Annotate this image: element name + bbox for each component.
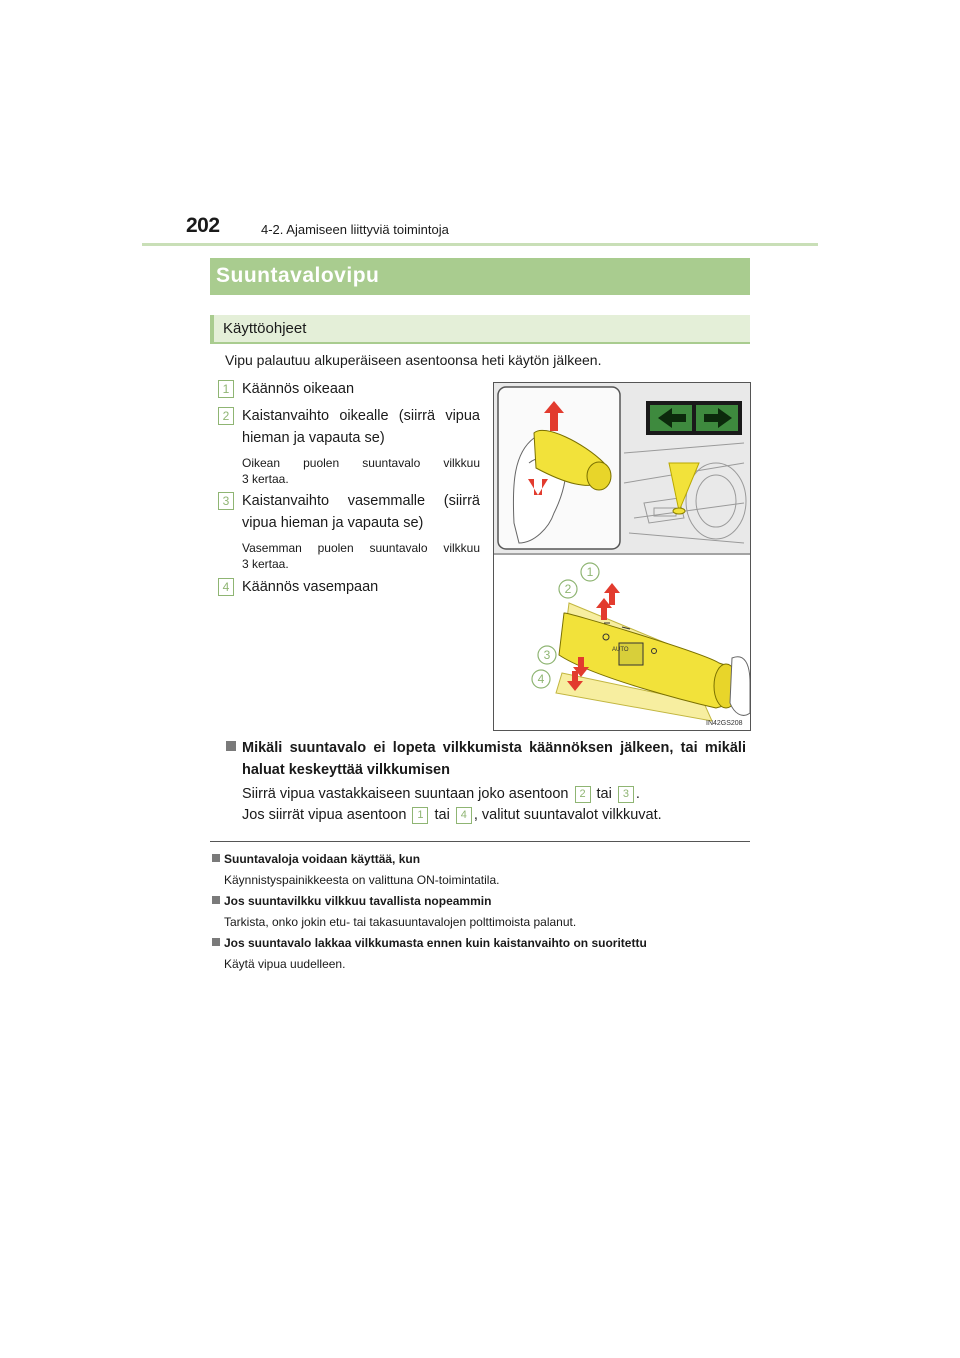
item-note-3-line2: 3 kertaa. <box>242 557 289 571</box>
inline-num-4: 4 <box>456 807 472 824</box>
subsection-accent <box>210 315 214 344</box>
item-number-3: 3 <box>218 492 234 510</box>
inline-num-1: 1 <box>412 807 428 824</box>
hand-bottom <box>730 657 750 716</box>
position-label-3: 3 <box>543 648 551 662</box>
item-text-2-line1: Kaistanvaihto oikealle (siirrä vipua <box>242 408 480 424</box>
footnote-square-icon <box>212 854 220 862</box>
item-text-3-line1: Kaistanvaihto vasemmalle (siirrä <box>242 493 480 509</box>
subsection-title: Käyttöohjeet <box>223 320 307 337</box>
illustration-svg <box>494 383 750 730</box>
lever-auto-label: AUTO <box>612 647 629 653</box>
section-path: 4-2. Ajamiseen liittyviä toimintoja <box>261 222 449 237</box>
bullet-square-icon <box>226 741 236 751</box>
bullet-heading-line1: Mikäli suuntavalo ei lopeta vilkkumista käännöksen jälkeen, tai mikäli <box>242 740 746 756</box>
item-note-2-line2: 3 kertaa. <box>242 472 289 486</box>
bullet-heading <box>226 737 746 781</box>
footnote-1-heading: Suuntavaloja voidaan käyttää, kun <box>212 852 420 866</box>
subsection-bar <box>210 315 750 344</box>
bullet-heading-line2: haluat keskeyttää vilkkumisen <box>242 762 450 778</box>
item-number-4: 4 <box>218 578 234 596</box>
position-label-2: 2 <box>564 582 572 596</box>
lever-location-mark <box>673 508 685 514</box>
item-text-2-line2: hieman ja vapauta se) <box>242 430 385 446</box>
intro-text: Vipu palautuu alkuperäiseen asentoonsa heti käytön jälkeen. <box>225 352 602 368</box>
footnote-square-icon <box>212 896 220 904</box>
footnote-3-body: Käytä vipua uudelleen. <box>224 957 346 971</box>
instruction-line-2: Jos siirrät vipua asentoon 1 tai 4 , valitut suuntavalot vilkkuvat. <box>242 807 662 823</box>
header-rule <box>142 243 818 246</box>
inline-num-3: 3 <box>618 786 634 803</box>
section-title: Suuntavalovipu <box>216 264 380 287</box>
item-note-2-line1: Oikean puolen suuntavalo vilkkuu <box>242 456 480 470</box>
section-title-bar <box>210 258 750 295</box>
inline-num-2: 2 <box>575 786 591 803</box>
turn-signal-lever-illustration <box>493 382 751 731</box>
page-number: 202 <box>186 214 220 237</box>
figure-code: IN42GS208 <box>706 720 743 727</box>
item-number-1: 1 <box>218 380 234 398</box>
footnote-3-heading: Jos suuntavalo lakkaa vilkkumasta ennen kuin kaistanvaihto on suoritettu <box>212 936 647 950</box>
item-text-1: Käännös oikeaan <box>242 381 355 397</box>
position-label-1: 1 <box>586 565 594 579</box>
item-text-4: Käännös vasempaan <box>242 579 379 595</box>
footnote-2-heading: Jos suuntavilkku vilkkuu tavallista nopeammin <box>212 894 491 908</box>
item-number-2: 2 <box>218 407 234 425</box>
item-text-3-line2: vipua hieman ja vapauta se) <box>242 515 424 531</box>
item-note-3-line1: Vasemman puolen suuntavalo vilkkuu <box>242 541 480 555</box>
footer-rule <box>210 841 750 842</box>
footnote-2-body: Tarkista, onko jokin etu- tai takasuuntavalojen polttimoista palanut. <box>224 915 577 929</box>
instruction-line-1: Siirrä vipua vastakkaiseen suuntaan joko asentoon 2 tai 3 . <box>242 786 640 802</box>
position-label-4: 4 <box>537 672 545 686</box>
footnote-1-body: Käynnistyspainikkeesta on valittuna ON-toimintatila. <box>224 873 500 887</box>
footnote-square-icon <box>212 938 220 946</box>
